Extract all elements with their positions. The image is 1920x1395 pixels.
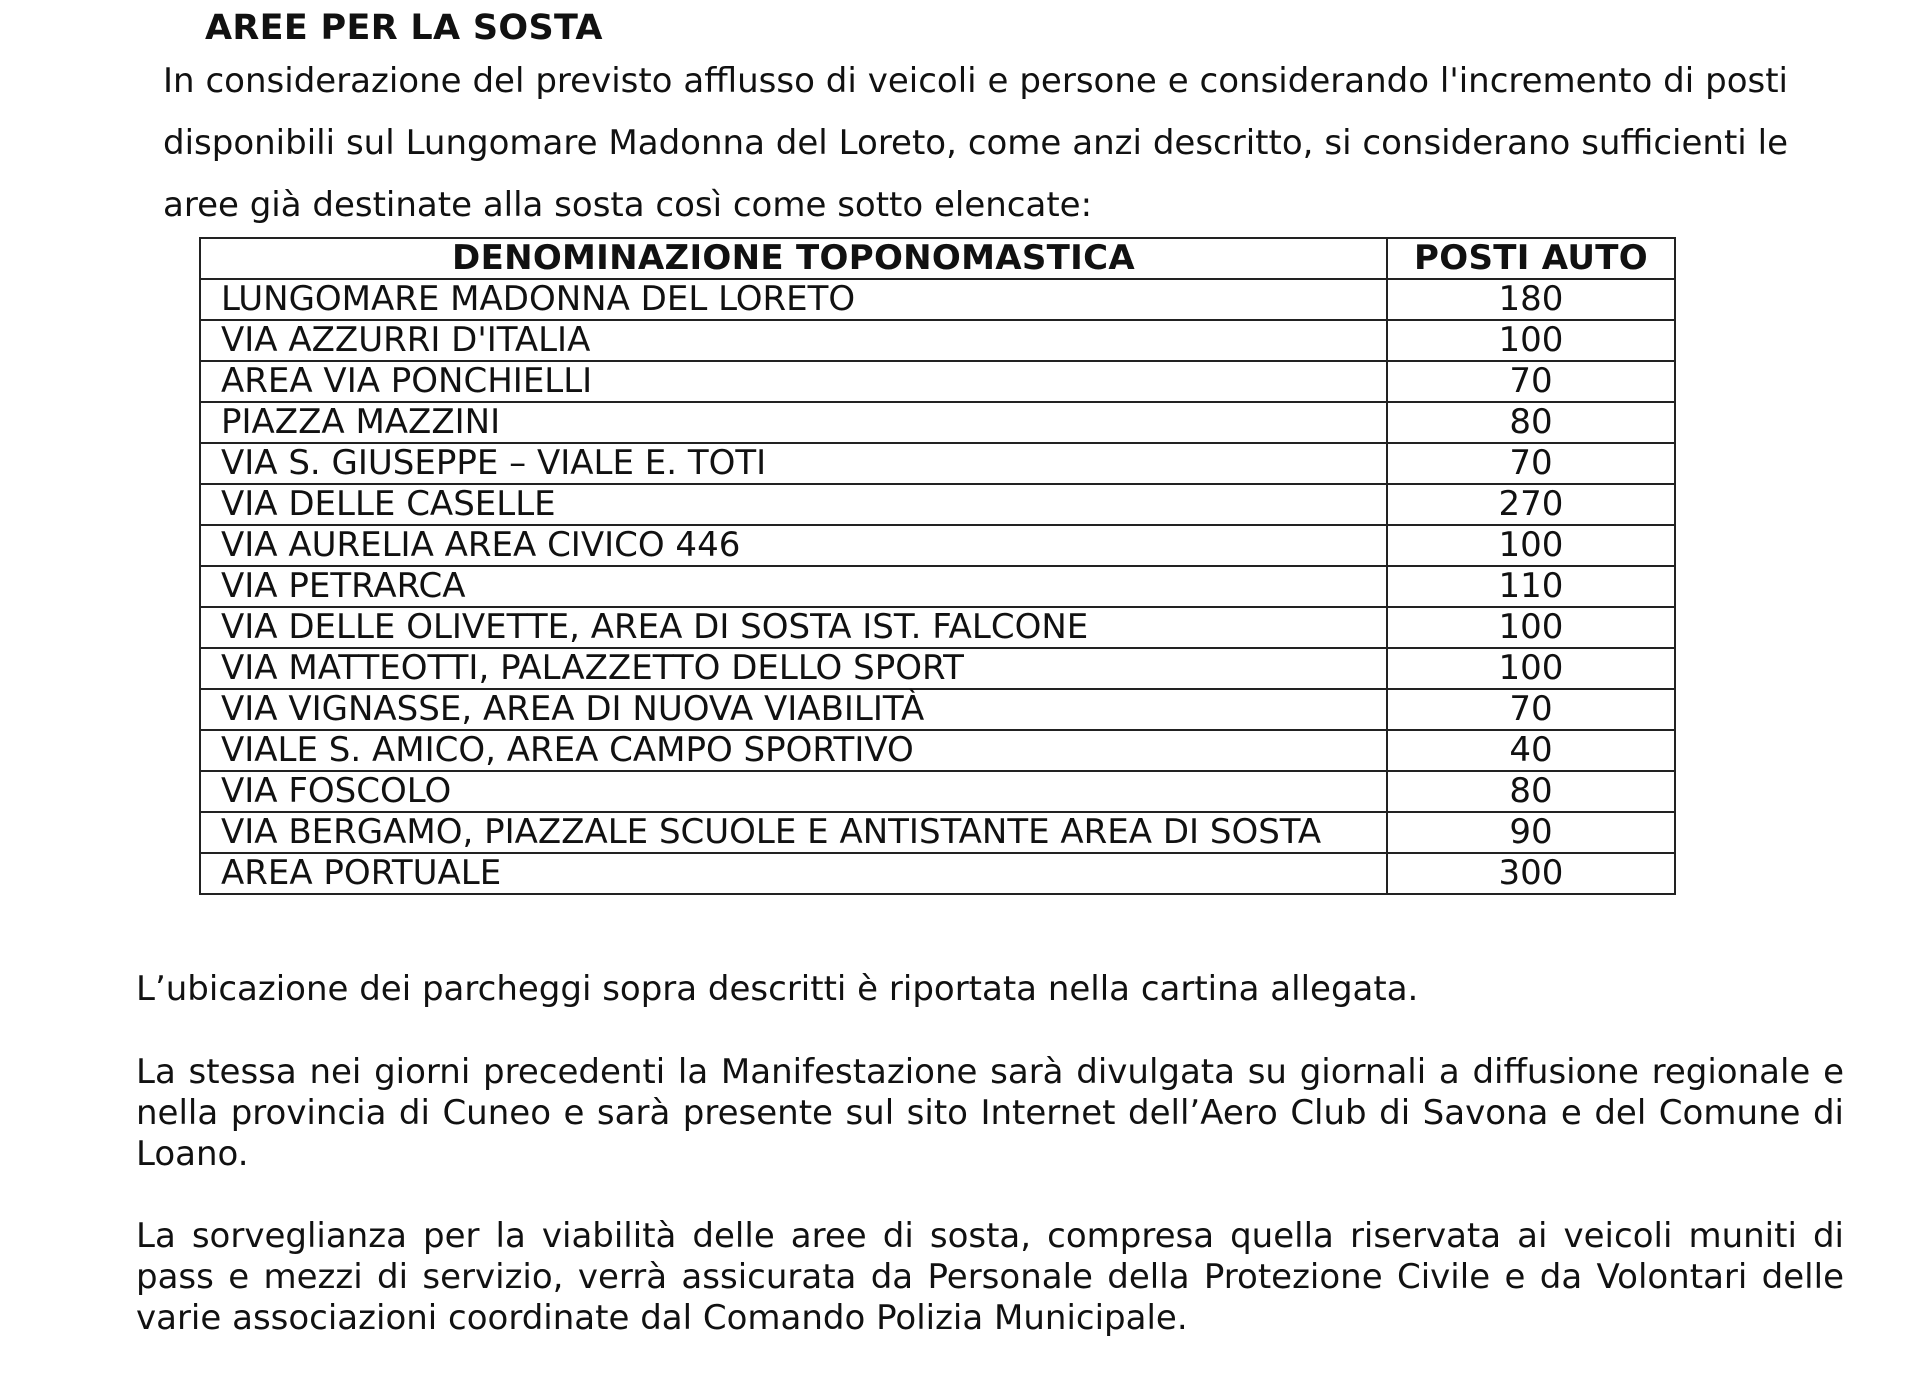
cell-posti-auto: 180 [1387, 279, 1675, 320]
table-body [200, 279, 1675, 894]
header-denominazione: DENOMINAZIONE TOPONOMASTICA [200, 238, 1387, 279]
cell-posti-auto: 70 [1387, 689, 1675, 730]
cell-posti-auto: 70 [1387, 443, 1675, 484]
section-heading: AREE PER LA SOSTA [205, 8, 603, 48]
paragraph-line: La stessa nei giorni precedenti la Manifestazione sarà divulgata su giornali a diffusione regionale e [136, 1052, 1844, 1092]
table-row [200, 320, 1675, 361]
table-header-row [200, 238, 1675, 279]
table-row [200, 484, 1675, 525]
paragraph-line: nella provincia di Cuneo e sarà presente sul sito Internet dell’Aero Club di Savona e del Comune di [136, 1093, 1844, 1133]
cell-posti-auto: 100 [1387, 525, 1675, 566]
cell-posti-auto: 40 [1387, 730, 1675, 771]
cell-denominazione: PIAZZA MAZZINI [200, 402, 1387, 443]
parking-areas-table [199, 237, 1676, 895]
paragraph-line: pass e mezzi di servizio, verrà assicurata da Personale della Protezione Civile e da Volontari delle [136, 1257, 1844, 1297]
table-row [200, 648, 1675, 689]
table-row [200, 812, 1675, 853]
table-row [200, 525, 1675, 566]
paragraph-ubicazione [136, 969, 1844, 1010]
table-row [200, 853, 1675, 894]
cell-denominazione: VIALE S. AMICO, AREA CAMPO SPORTIVO [200, 730, 1387, 771]
cell-denominazione: AREA PORTUALE [200, 853, 1387, 894]
cell-denominazione: VIA DELLE OLIVETTE, AREA DI SOSTA IST. FALCONE [200, 607, 1387, 648]
cell-denominazione: VIA PETRARCA [200, 566, 1387, 607]
cell-posti-auto: 270 [1387, 484, 1675, 525]
intro-paragraph [163, 50, 1788, 236]
table-row [200, 607, 1675, 648]
cell-denominazione: AREA VIA PONCHIELLI [200, 361, 1387, 402]
cell-denominazione: LUNGOMARE MADONNA DEL LORETO [200, 279, 1387, 320]
table-row [200, 689, 1675, 730]
cell-denominazione: VIA VIGNASSE, AREA DI NUOVA VIABILITÀ [200, 689, 1387, 730]
table-row [200, 443, 1675, 484]
table-row [200, 566, 1675, 607]
cell-posti-auto: 110 [1387, 566, 1675, 607]
cell-posti-auto: 100 [1387, 320, 1675, 361]
cell-denominazione: VIA MATTEOTTI, PALAZZETTO DELLO SPORT [200, 648, 1387, 689]
cell-posti-auto: 70 [1387, 361, 1675, 402]
table-row [200, 730, 1675, 771]
table-row [200, 279, 1675, 320]
cell-posti-auto: 80 [1387, 771, 1675, 812]
cell-posti-auto: 100 [1387, 648, 1675, 689]
cell-posti-auto: 80 [1387, 402, 1675, 443]
paragraph-line: La sorveglianza per la viabilità delle aree di sosta, compresa quella riservata ai veicoli muniti di [136, 1216, 1844, 1256]
cell-posti-auto: 100 [1387, 607, 1675, 648]
cell-denominazione: VIA AURELIA AREA CIVICO 446 [200, 525, 1387, 566]
cell-denominazione: VIA BERGAMO, PIAZZALE SCUOLE E ANTISTANTE AREA DI SOSTA [200, 812, 1387, 853]
cell-denominazione: VIA FOSCOLO [200, 771, 1387, 812]
cell-denominazione: VIA AZZURRI D'ITALIA [200, 320, 1387, 361]
table-row [200, 771, 1675, 812]
paragraph-line: varie associazioni coordinate dal Comando Polizia Municipale. [136, 1298, 1188, 1338]
header-posti-auto: POSTI AUTO [1387, 238, 1675, 279]
cell-denominazione: VIA DELLE CASELLE [200, 484, 1387, 525]
table-row [200, 361, 1675, 402]
table-row [200, 402, 1675, 443]
cell-posti-auto: 300 [1387, 853, 1675, 894]
paragraph-sorveglianza [136, 1216, 1844, 1339]
intro-line: In considerazione del previsto afflusso di veicoli e persone e considerando l'incremento di posti [163, 61, 1788, 101]
paragraph-line: Loano. [136, 1134, 249, 1174]
cell-denominazione: VIA S. GIUSEPPE – VIALE E. TOTI [200, 443, 1387, 484]
paragraph-line: L’ubicazione dei parcheggi sopra descritti è riportata nella cartina allegata. [136, 969, 1419, 1009]
cell-posti-auto: 90 [1387, 812, 1675, 853]
intro-line: aree già destinate alla sosta così come sotto elencate: [163, 185, 1093, 225]
paragraph-divulgazione [136, 1052, 1844, 1175]
intro-line: disponibili sul Lungomare Madonna del Loreto, come anzi descritto, si considerano sufficienti le [163, 123, 1788, 163]
